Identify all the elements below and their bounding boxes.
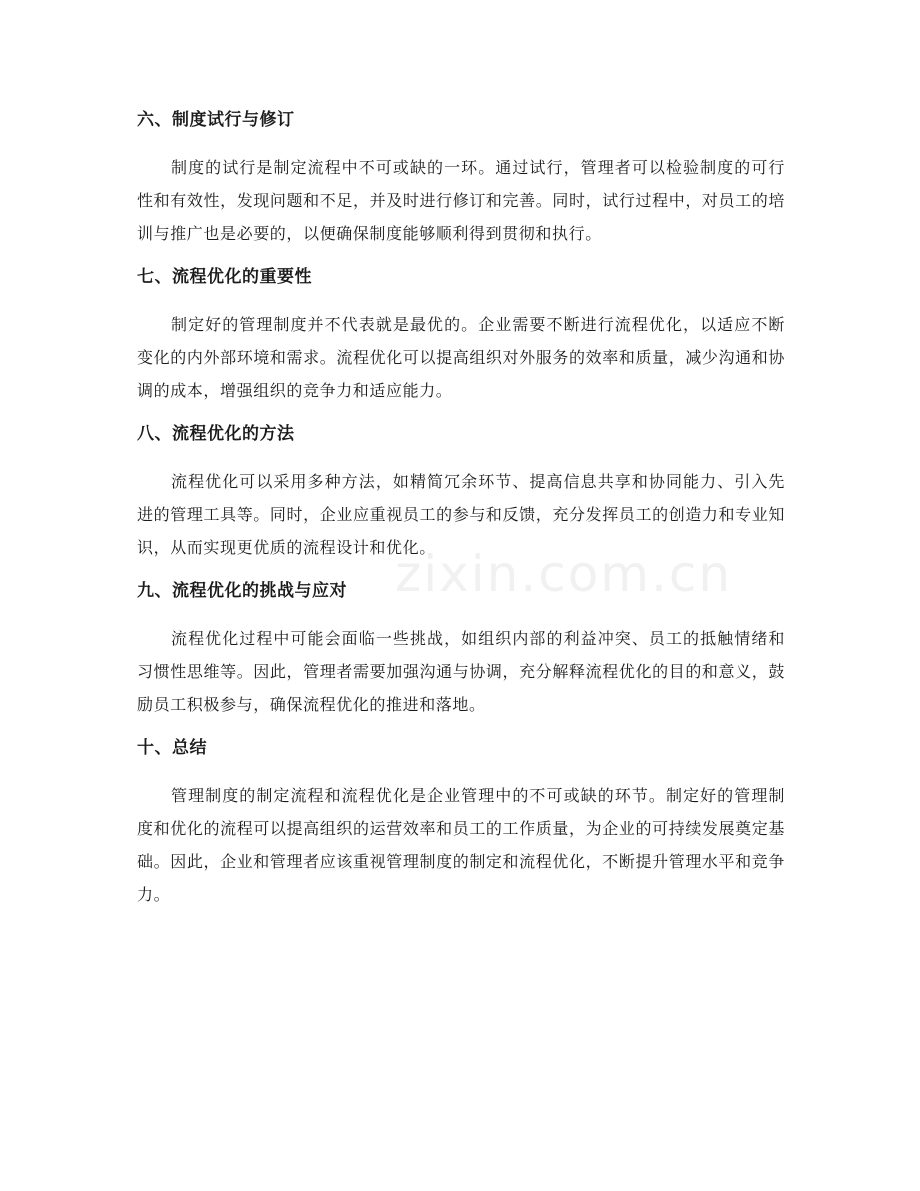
- section-paragraph: 流程优化过程中可能会面临一些挑战，如组织内部的利益冲突、员工的抵触情绪和习惯性思维等。因此，管理者需要加强沟通与协调，充分解释流程优化的目的和意义，鼓励员工积极参与，确保流程优化的推进和落地。: [137, 629, 785, 714]
- section-8: [137, 420, 785, 564]
- section-9: [137, 577, 785, 721]
- section-paragraph: 流程优化可以采用多种方法，如精简冗余环节、提高信息共享和协同能力、引入先进的管理工具等。同时，企业应重视员工的参与和反馈，充分发挥员工的创造力和专业知识，从而实现更优质的流程设计和优化。: [137, 472, 785, 557]
- section-heading: 八、流程优化的方法: [137, 424, 295, 444]
- section-heading: 十、总结: [137, 738, 207, 758]
- section-10: [137, 734, 785, 911]
- watermark: zixin.com.cn: [395, 545, 733, 603]
- section-paragraph: 管理制度的制定流程和流程优化是企业管理中的不可或缺的环节。制定好的管理制度和优化的流程可以提高组织的运营效率和员工的工作质量，为企业的可持续发展奠定基础。因此，企业和管理者应该重视管理制度的制定和流程优化，不断提升管理水平和竞争力。: [137, 786, 785, 904]
- section-paragraph: 制定好的管理制度并不代表就是最优的。企业需要不断进行流程优化，以适应不断变化的内外部环境和需求。流程优化可以提高组织对外服务的效率和质量，减少沟通和协调的成本，增强组织的竞争力和适应能力。: [137, 315, 785, 400]
- section-heading: 九、流程优化的挑战与应对: [137, 581, 347, 601]
- section-7: [137, 263, 785, 407]
- section-6: [137, 106, 785, 250]
- section-heading: 七、流程优化的重要性: [137, 267, 312, 287]
- section-paragraph: 制度的试行是制定流程中不可或缺的一环。通过试行，管理者可以检验制度的可行性和有效性，发现问题和不足，并及时进行修订和完善。同时，试行过程中，对员工的培训与推广也是必要的，以便确保制度能够顺利得到贯彻和执行。: [137, 158, 785, 243]
- section-heading: 六、制度试行与修订: [137, 110, 295, 130]
- document-body: [137, 106, 785, 924]
